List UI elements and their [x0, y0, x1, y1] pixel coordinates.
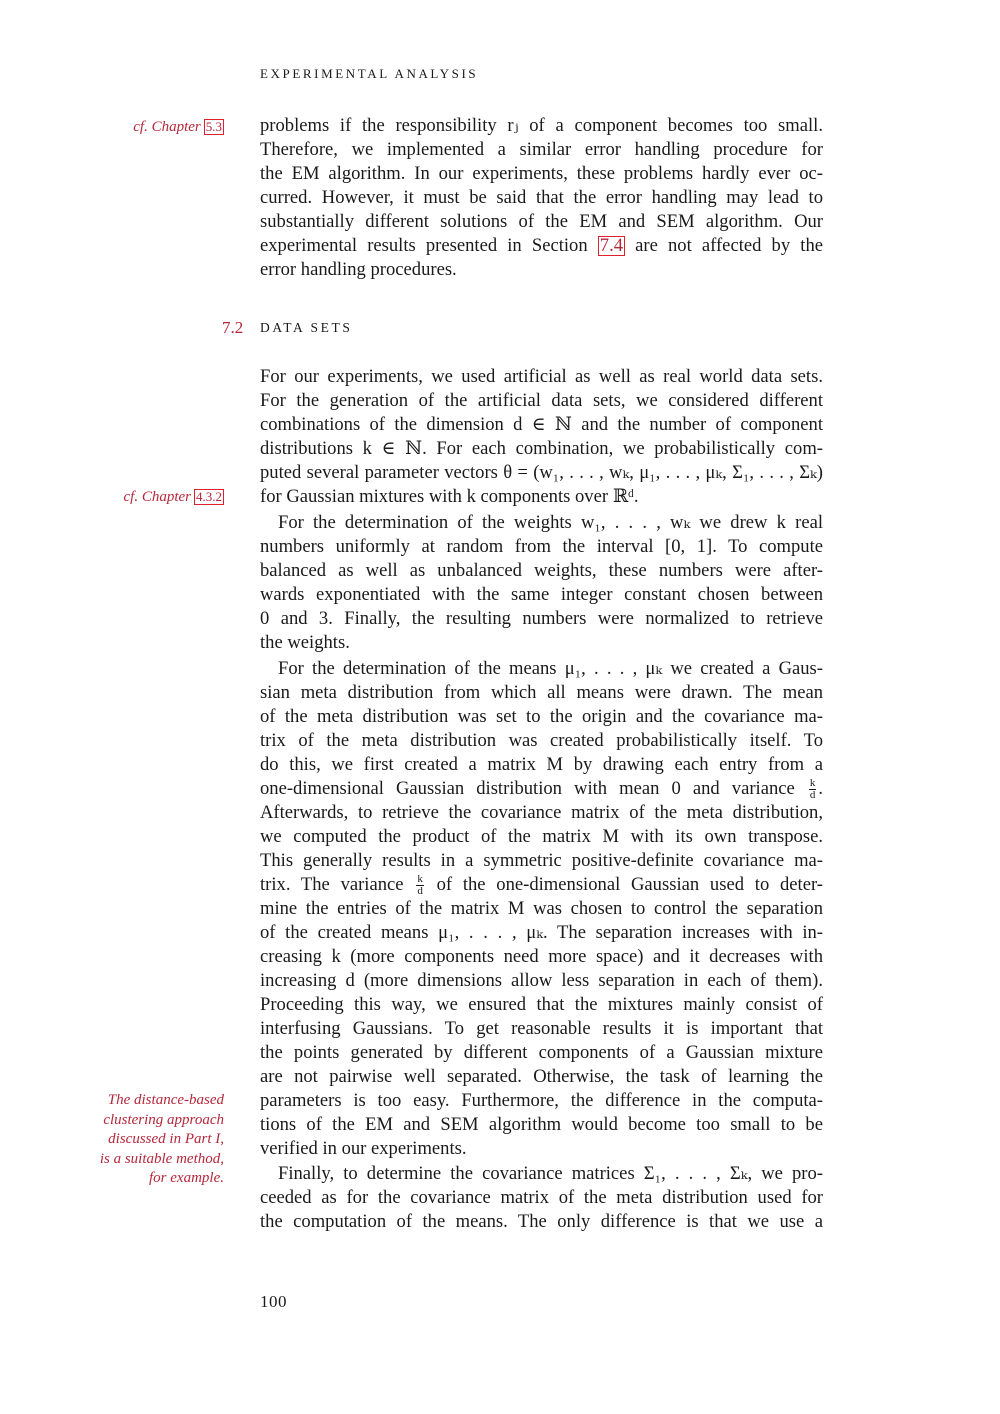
text-line: distributions k ∈ ℕ. For each combination, we probabilistically com- — [260, 438, 823, 459]
text-line: Finally, to determine the covariance matrices Σ₁, . . . , Σₖ, we pro- — [278, 1163, 823, 1184]
text-line: tions of the EM and SEM algorithm would become too small to be — [260, 1114, 823, 1135]
chapter-ref-link[interactable]: 4.3.2 — [196, 489, 222, 504]
text-line: Afterwards, to retrieve the covariance matrix of the meta distribution, — [260, 802, 823, 823]
fraction-k-over-d: $\frac{k}{d}$ — [417, 873, 423, 898]
text-line: the weights. — [260, 632, 350, 653]
section-ref-link[interactable]: 7.4 — [599, 235, 624, 256]
text-line: ceeded as for the covariance matrix of the meta distribution used for — [260, 1187, 823, 1208]
section-number: 7.2 — [222, 318, 244, 337]
margin-note-line: clustering approach — [103, 1111, 224, 1128]
text-line: trix of the meta distribution was created probabilistically itself. To — [260, 730, 823, 751]
text-fragment: experimental results presented in Section — [260, 235, 588, 256]
text-line: of the meta distribution was set to the origin and the covariance ma- — [260, 706, 823, 727]
running-header: EXPERIMENTAL ANALYSIS — [260, 66, 479, 81]
text-line: sian meta distribution from which all means were drawn. The mean — [260, 682, 823, 703]
margin-note-clustering — [100, 1091, 224, 1189]
paragraph-intro — [260, 114, 823, 282]
section-title: DATA SETS — [260, 320, 353, 335]
text-line: verified in our experiments. — [260, 1138, 467, 1159]
text-line: combinations of the dimension d ∈ ℕ and the number of component — [260, 414, 823, 435]
text-line: problems if the responsibility rⱼ of a component becomes too small. — [260, 115, 823, 136]
margin-note-label: cf. Chapter — [133, 119, 201, 135]
text-line: For the generation of the artificial data sets, we considered different — [260, 390, 823, 411]
text-line: the points generated by different components of a Gaussian mixture — [260, 1042, 823, 1063]
text-line-with-fraction — [260, 873, 823, 897]
text-line: 0 and 3. Finally, the resulting numbers were normalized to retrieve — [260, 608, 823, 629]
margin-note-line: discussed in Part I, — [108, 1131, 224, 1147]
text-line: curred. However, it must be said that the error handling may lead to — [260, 187, 823, 208]
text-line: error handling procedures. — [260, 259, 457, 280]
text-line: Therefore, we implemented a similar error handling procedure for — [260, 139, 823, 160]
margin-note-line: The distance-based — [107, 1092, 224, 1108]
text-line-with-ref — [260, 234, 823, 258]
text-line: For the determination of the means μ₁, . . . , μₖ we created a Gaus- — [278, 658, 823, 679]
paragraph-4 — [260, 1162, 823, 1234]
text-line: For the determination of the weights w₁, . . . , wₖ we drew k real — [278, 512, 823, 533]
text-line: interfusing Gaussians. To get reasonable results it is important that — [260, 1018, 823, 1039]
text-line: This generally results in a symmetric positive-definite covariance ma- — [260, 850, 823, 871]
text-line: substantially different solutions of the EM and SEM algorithm. Our — [260, 211, 823, 232]
text-line: for Gaussian mixtures with k components over ℝᵈ. — [260, 486, 639, 507]
text-line: the EM algorithm. In our experiments, these problems hardly ever oc- — [260, 163, 823, 184]
text-line: of the created means μ₁, . . . , μₖ. The separation increases with in- — [260, 922, 823, 943]
text-line: parameters is too easy. Furthermore, the difference in the computa- — [260, 1090, 823, 1111]
text-line: do this, we first created a matrix M by drawing each entry from a — [260, 754, 823, 775]
text-line: Proceeding this way, we ensured that the mixtures mainly consist of — [260, 994, 823, 1015]
text-line: creasing k (more components need more space) and it decreases with — [260, 946, 823, 967]
text-line: For our experiments, we used artificial as well as real world data sets. — [260, 366, 823, 387]
text-fragment: one-dimensional Gaussian distribution with mean 0 and variance — [260, 778, 795, 799]
text-line: numbers uniformly at random from the interval [0, 1]. To compute — [260, 536, 823, 557]
margin-note-cf-chapter-5-3 — [133, 118, 224, 138]
text-line: wards exponentiated with the same integer constant chosen between — [260, 584, 823, 605]
text-line: puted several parameter vectors θ = (w₁, . . . , wₖ, μ₁, . . . , μₖ, Σ₁, . . . , Σₖ) — [260, 462, 823, 483]
paragraph-2 — [260, 511, 823, 655]
text-fragment: are not affected by the — [635, 235, 823, 256]
text-fragment: trix. The variance — [260, 874, 404, 895]
margin-note-line: is a suitable method, — [99, 1150, 224, 1167]
text-line: are not pairwise well separated. Otherwise, the task of learning the — [260, 1066, 823, 1087]
paragraph-1 — [260, 365, 823, 509]
text-line-with-fraction: one-dimensional Gaussian distribution with mean 0 and variance $\frac{k}{d}$ . — [260, 777, 823, 802]
margin-note-cf-chapter-4-3-2 — [124, 488, 225, 508]
margin-note-line: for example. — [149, 1170, 224, 1186]
text-line: mine the entries of the matrix M was chosen to control the separation — [260, 898, 823, 919]
text-line: balanced as well as unbalanced weights, these numbers were after- — [260, 560, 823, 581]
margin-note-label: cf. Chapter — [123, 489, 191, 505]
chapter-ref-link[interactable]: 5.3 — [205, 119, 222, 134]
text-line: increasing d (more dimensions allow less separation in each of them). — [260, 970, 823, 991]
page-number: 100 — [260, 1292, 287, 1311]
fraction-k-over-d: $\frac{k}{d}$ — [809, 777, 816, 802]
text-fragment: of the one-dimensional Gaussian used to deter- — [436, 874, 823, 895]
text-line: we computed the product of the matrix M with its own transpose. — [260, 826, 823, 847]
paragraph-3 — [260, 657, 823, 1161]
text-line: the computation of the means. The only difference is that we use a — [260, 1211, 823, 1232]
